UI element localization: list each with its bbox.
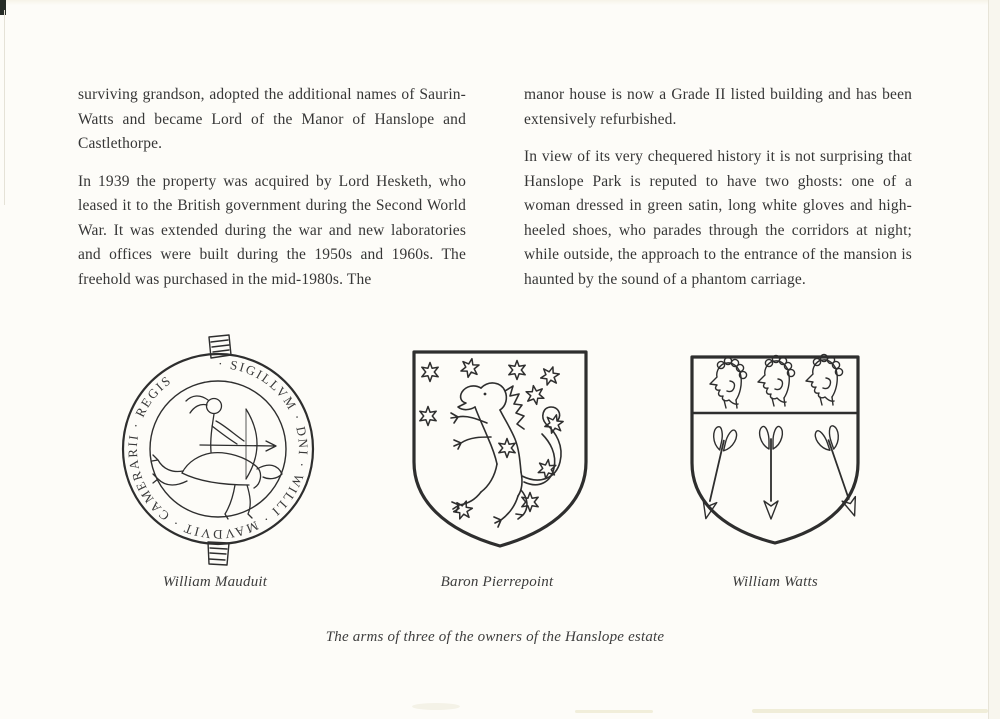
- page-edge-line: [988, 0, 989, 719]
- laurelled-head-icons: [710, 354, 843, 408]
- left-text-column: [78, 83, 466, 306]
- scan-bottom-artifact: [752, 709, 988, 713]
- mauduit-seal-figure: [111, 333, 327, 572]
- scan-bottom-artifact: [575, 710, 653, 713]
- seal-outer-ring: [123, 354, 313, 544]
- scan-right-margin: [989, 0, 1000, 719]
- scan-smudge: [412, 703, 460, 710]
- watts-shield-figure: [684, 351, 866, 558]
- paragraph: manor house is now a Grade II listed building and has been extensively refurbished.: [524, 86, 912, 128]
- figure-caption-pierrepoint: Baron Pierrepoint: [440, 574, 554, 590]
- lion-shield-illustration: [404, 344, 596, 556]
- paragraph: In view of its very chequered history it is not surprising that Hanslope Park is reputed to have two ghosts: one of a woman dressed in green satin, long white gloves and high-heeled shoes, who parades through the corridors at night; while outside, the approach to the entrance of the mansion is haunted by the sound of a phantom carriage.: [524, 148, 912, 288]
- paragraph: surviving grandson, adopted the additional names of Saurin-Watts and became Lord of the Manor of Hanslope and Castlethorpe.: [78, 86, 466, 153]
- heads-arrows-shield-illustration: [684, 351, 866, 553]
- paragraph: In 1939 the property was acquired by Lord Hesketh, who leased it to the British government during the Second World War. It was extended during the war and new laboratories and offices were built during the 1950s and 1960s. The freehold was purchased in the mid-1980s. The: [78, 172, 466, 288]
- figure-group-caption: The arms of three of the owners of the Hanslope estate: [325, 629, 665, 645]
- seal-illustration: [111, 333, 327, 567]
- star-icons: [420, 357, 565, 522]
- scan-corner-mark: [0, 0, 6, 15]
- seal-tab-icon: [208, 542, 229, 565]
- scan-top-edge: [0, 0, 1000, 5]
- figure-caption-watts: William Watts: [732, 574, 818, 590]
- seal-inscription-text: · SIGILLVM · DNI · WILLI · MAVDVIT · CAMERARII · REGIS: [124, 355, 312, 543]
- right-text-column: [524, 83, 912, 306]
- figure-caption-mauduit: William Mauduit: [162, 574, 268, 590]
- seal-inner-ring: [150, 381, 286, 517]
- scan-left-edge-line: [4, 10, 5, 205]
- pierrepoint-shield-figure: [404, 344, 596, 561]
